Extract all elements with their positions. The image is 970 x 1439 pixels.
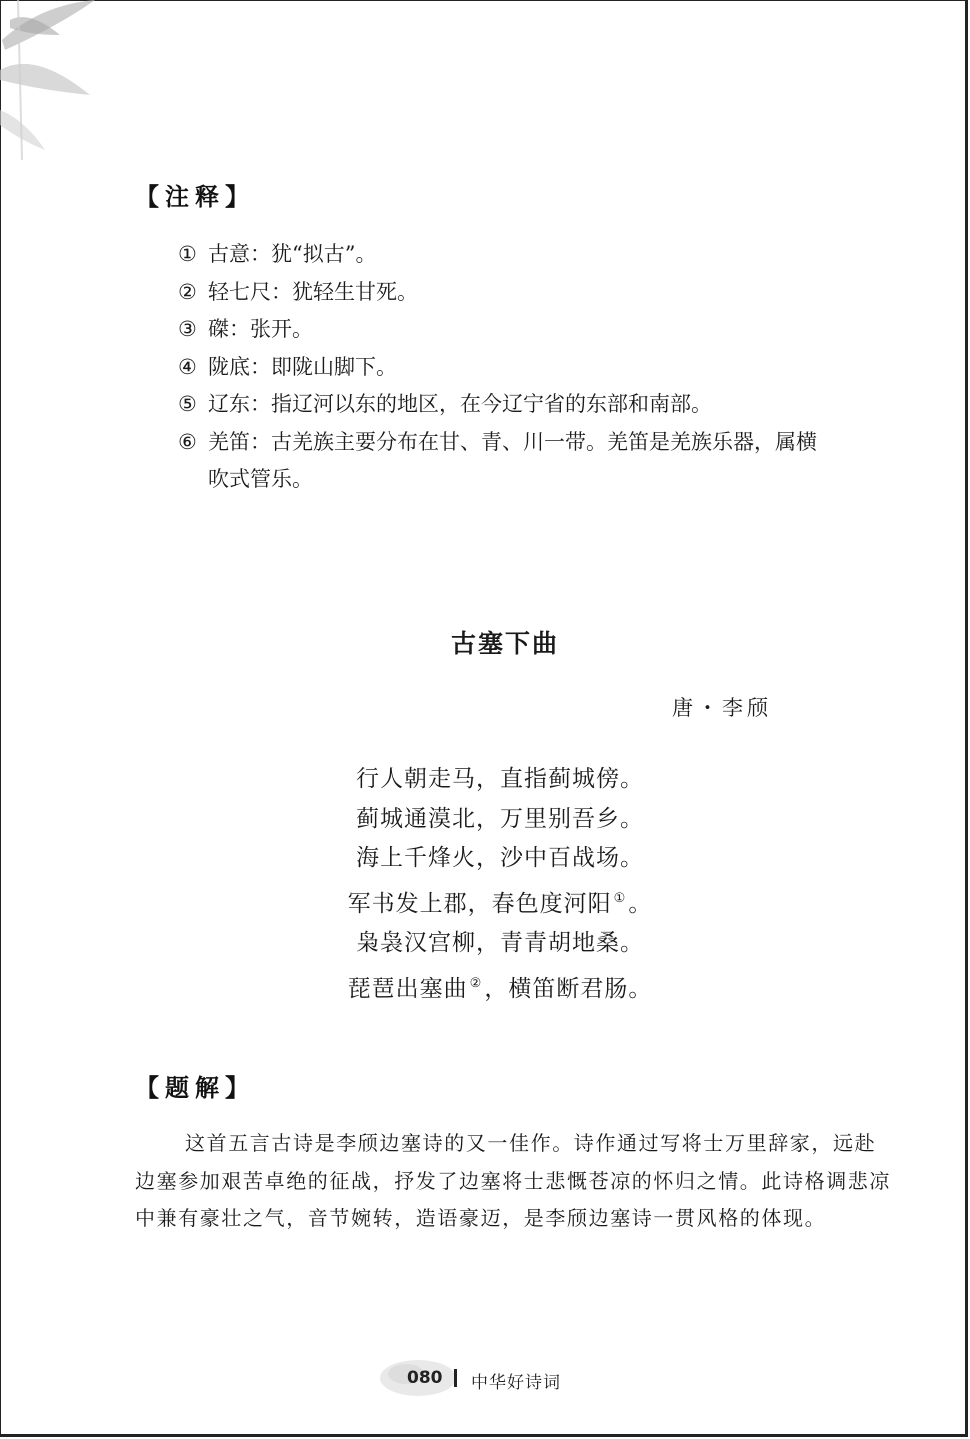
note-number: ⑤ — [178, 392, 197, 416]
analysis-heading: 【题解】 — [135, 1074, 255, 1102]
note-text: 陇底：即陇山脚下。 — [208, 354, 397, 379]
poem-line: 行人朝走马，直指蓟城傍。 — [356, 766, 644, 792]
page-footer — [0, 1364, 970, 1394]
note-number: ② — [178, 279, 197, 304]
note-number: ① — [178, 242, 197, 266]
analysis-paragraph: 这首五言古诗是李颀边塞诗的又一佳作。诗作通过写将士万里辞家，远赴边塞参加艰苦卓绝的征战，抒发了边塞将士悲慨苍凉的怀归之情。此诗格调悲凉中兼有豪壮之气，音节婉转，造语豪迈，是李颀边塞诗一贯风格的体现。 — [135, 1131, 891, 1230]
poem-line: 海上千烽火，沙中百战场。 — [356, 845, 644, 871]
poem-line-text: 。 — [628, 890, 653, 917]
note-text: 辽东：指辽河以东的地区，在今辽宁省的东部和南部。 — [208, 392, 712, 416]
footer-divider — [454, 1369, 457, 1387]
book-title: 中华好诗词 — [471, 1373, 561, 1393]
note-item — [178, 311, 898, 349]
footnote-marker: ① — [613, 890, 627, 906]
poem-line: 枭袅汉宫柳，青青胡地桑。 — [356, 930, 644, 956]
poem-line: 蓟城通漠北，万里别吾乡。 — [356, 805, 644, 832]
notes-heading: 【注释】 — [135, 183, 255, 211]
poem-body — [0, 760, 970, 1009]
footnote-marker: ② — [469, 975, 483, 991]
note-number: ⑥ — [178, 429, 197, 454]
note-item — [178, 386, 898, 424]
note-item — [178, 424, 898, 499]
note-text: 磔：张开。 — [208, 317, 313, 341]
note-text: 古意：犹“拟古”。 — [208, 242, 377, 266]
note-item — [178, 236, 898, 274]
poem-line — [0, 879, 970, 925]
poem-line — [0, 964, 970, 1010]
note-number: ④ — [178, 354, 197, 379]
page-number: 080 — [407, 1368, 443, 1388]
poem-line-text: 琵琶出塞曲 — [347, 975, 468, 1002]
note-text-continued: 吹式管乐。 — [208, 467, 313, 491]
note-text: 羌笛：古羌族主要分布在甘、青、川一带。羌笛是羌族乐器，属横 — [208, 429, 817, 454]
note-text: 轻七尺：犹轻生甘死。 — [208, 279, 418, 304]
poem-line-text: 军书发上郡，春色度河阳 — [347, 890, 612, 917]
poem-title: 古塞下曲 — [450, 629, 559, 658]
note-number: ③ — [178, 317, 197, 341]
poem-author: 唐・李颀 — [672, 696, 772, 720]
poem-line-text: ，横笛断君肠。 — [484, 975, 653, 1002]
bamboo-leaves-decoration — [0, 0, 120, 160]
notes-list — [178, 236, 898, 499]
note-item — [178, 349, 898, 387]
note-item — [178, 274, 898, 312]
